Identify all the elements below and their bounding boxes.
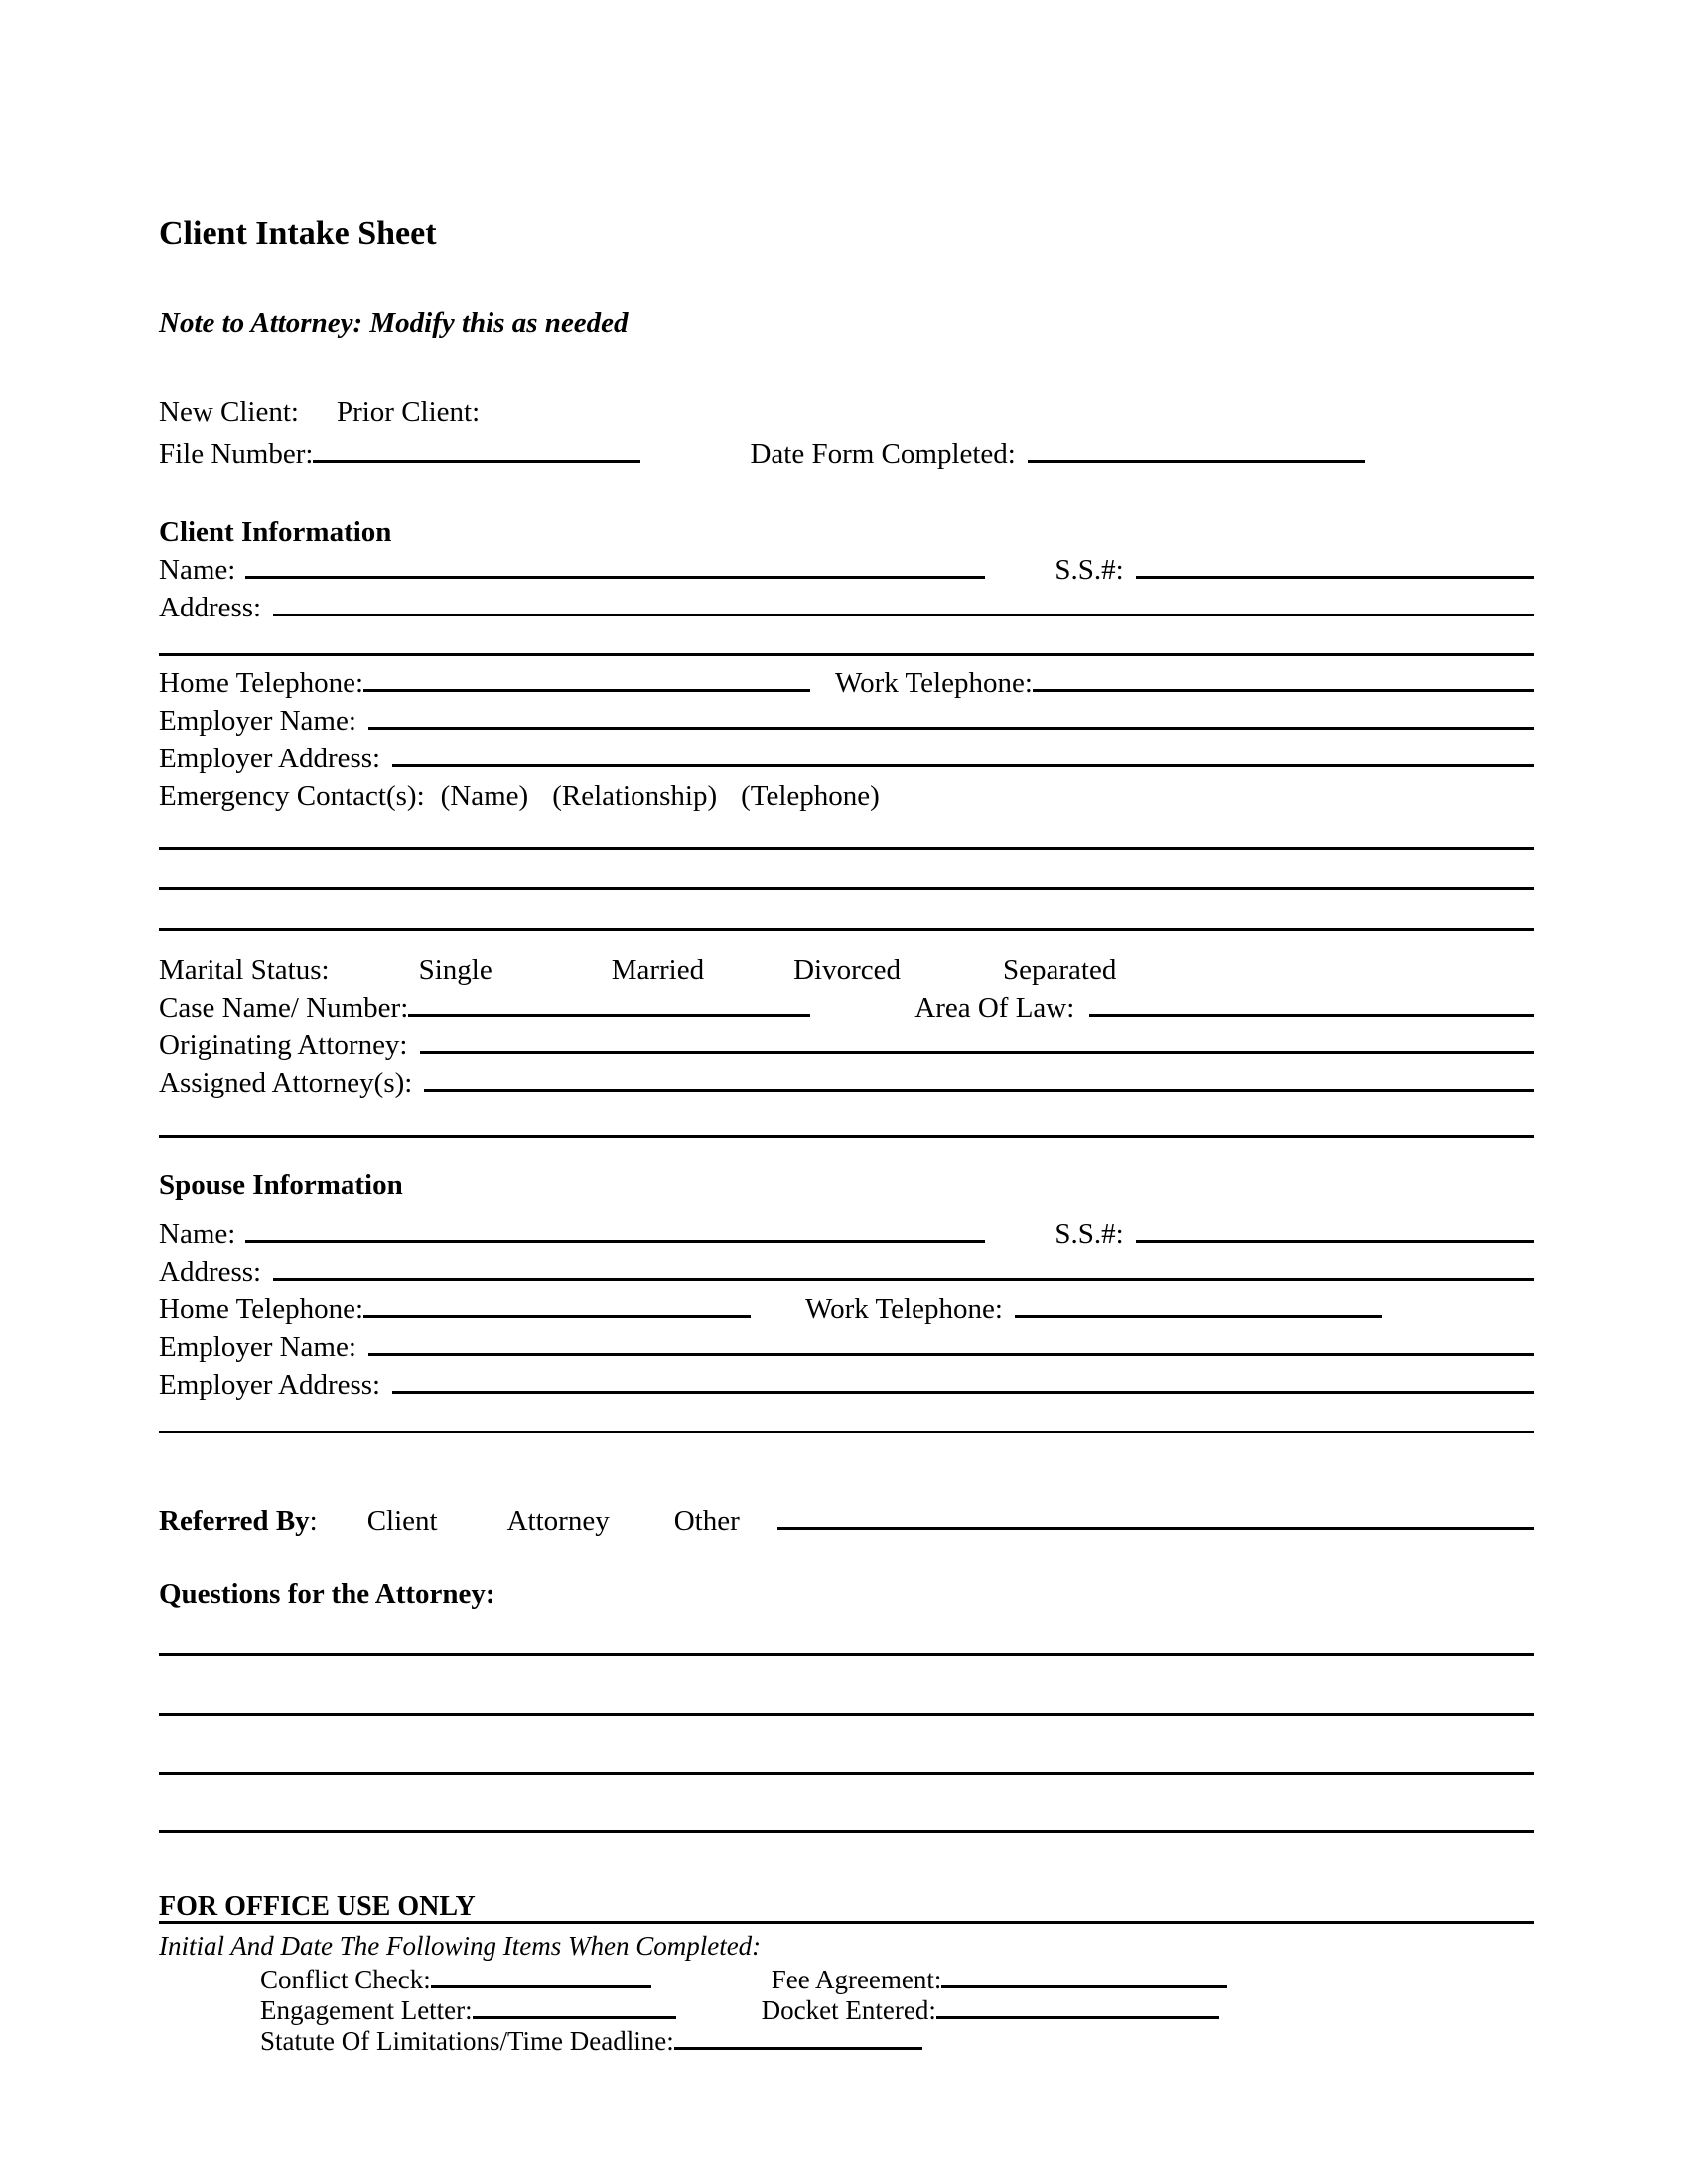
case-name-number-field-line [408,1013,810,1017]
spouse-address-row [159,1253,1534,1291]
emergency-contacts-line-3 [159,890,1534,931]
docket-entered-label: Docket Entered: [761,1995,936,2025]
client-ssn-field-line [1136,575,1534,579]
client-employer-name-label: Employer Name: [159,705,356,737]
spouse-ssn-field-line [1136,1239,1534,1243]
fee-agreement-field-line [941,1984,1227,1988]
date-form-completed-field-line [1028,459,1365,463]
office-use-subtitle: Initial And Date The Following Items When Completed: [159,1931,762,1961]
emergency-contacts-line-2 [159,850,1534,890]
spouse-name-row [159,1215,1534,1253]
file-number-field-line [313,459,640,463]
engagement-letter-label: Engagement Letter: [260,1995,473,2025]
emergency-relationship-label: (Relationship) [552,780,718,812]
emergency-name-label: (Name) [440,780,529,812]
spouse-home-telephone-field-line [363,1314,751,1318]
spouse-employer-address-field-line [392,1390,1534,1394]
client-employer-address-field-line [392,763,1534,767]
referred-other-field-line [777,1526,1534,1530]
referred-by-row [159,1502,1534,1540]
engagement-letter-field-line [473,2015,676,2019]
office-use-heading: FOR OFFICE USE ONLY [159,1893,1534,1924]
questions-line-3 [159,1716,1534,1775]
client-address-label: Address: [159,592,262,623]
client-work-telephone-field-line [1033,688,1534,692]
spouse-work-telephone-field-line [1015,1314,1382,1318]
client-phone-row [159,664,1534,702]
spouse-employer-address-row [159,1366,1534,1404]
referred-by-label: Referred By [159,1505,310,1537]
spouse-home-telephone-label: Home Telephone: [159,1294,364,1325]
client-information-heading: Client Information [159,516,392,548]
spouse-work-telephone-label: Work Telephone: [805,1294,1003,1325]
spouse-ssn-label: S.S.#: [1055,1218,1124,1250]
referred-option-attorney: Attorney [506,1505,610,1537]
statute-row [159,2026,1534,2057]
marital-option-single: Single [418,954,492,986]
case-name-number-label: Case Name/ Number: [159,992,409,1024]
spouse-employer-name-row [159,1328,1534,1366]
client-home-telephone-field-line [363,688,810,692]
spouse-address-label: Address: [159,1256,262,1288]
conflict-check-label: Conflict Check: [260,1965,431,1994]
client-employer-name-field-line [368,726,1534,730]
assigned-attorney-field-line [424,1088,1534,1092]
date-form-completed-label: Date Form Completed: [750,438,1016,470]
marital-option-divorced: Divorced [793,954,902,986]
new-client-label: New Client: [159,396,299,428]
conflict-check-row [159,1965,1534,1995]
marital-status-label: Marital Status: [159,954,330,986]
client-employer-name-row [159,702,1534,740]
file-number-row [159,435,1534,473]
emergency-contacts-row [159,777,1534,815]
client-address-row [159,589,1534,626]
spouse-information-heading: Spouse Information [159,1169,403,1201]
spouse-phone-row [159,1291,1534,1328]
questions-heading: Questions for the Attorney: [159,1578,495,1610]
client-work-telephone-label: Work Telephone: [835,667,1033,699]
client-type-row [159,393,1534,431]
originating-attorney-label: Originating Attorney: [159,1029,408,1061]
referred-option-client: Client [366,1505,438,1537]
client-employer-address-label: Employer Address: [159,743,381,774]
area-of-law-label: Area Of Law: [914,992,1075,1024]
client-employer-address-row [159,740,1534,777]
prior-client-label: Prior Client: [336,396,481,428]
spouse-name-label: Name: [159,1218,236,1250]
file-number-label: File Number: [159,438,314,470]
spouse-address-field-line [273,1277,1534,1281]
originating-attorney-field-line [420,1050,1535,1054]
emergency-contacts-label: Emergency Contact(s): [159,780,425,812]
emergency-contacts-line-1 [159,815,1534,850]
client-address-continuation-line [159,626,1534,656]
engagement-letter-row [159,1995,1534,2026]
emergency-telephone-label: (Telephone) [741,780,880,812]
docket-entered-field-line [936,2015,1219,2019]
assigned-attorney-row [159,1064,1534,1102]
spouse-employer-address-label: Employer Address: [159,1369,381,1401]
page-title: Client Intake Sheet [159,215,437,252]
spouse-name-field-line [245,1239,985,1243]
questions-line-1 [159,1613,1534,1656]
client-name-row [159,551,1534,589]
client-name-label: Name: [159,554,236,586]
statute-label: Statute Of Limitations/Time Deadline: [260,2026,674,2056]
area-of-law-field-line [1089,1013,1534,1017]
client-address-field-line [273,613,1534,616]
fee-agreement-label: Fee Agreement: [771,1965,942,1994]
spouse-employer-name-label: Employer Name: [159,1331,356,1363]
marital-option-separated: Separated [1003,954,1117,986]
client-name-field-line [245,575,985,579]
client-ssn-label: S.S.#: [1055,554,1124,586]
conflict-check-field-line [431,1984,651,1988]
case-name-row [159,989,1534,1026]
assigned-attorney-label: Assigned Attorney(s): [159,1067,413,1099]
questions-line-2 [159,1656,1534,1716]
case-section-extra-line [159,1102,1534,1138]
marital-option-married: Married [611,954,705,986]
attorney-note: Note to Attorney: Modify this as needed [159,307,629,339]
spouse-employer-name-field-line [368,1352,1534,1356]
client-home-telephone-label: Home Telephone: [159,667,364,699]
referred-by-colon: : [309,1505,318,1537]
spouse-section-extra-line [159,1404,1534,1433]
referred-option-other: Other [673,1505,740,1537]
marital-status-row [159,951,1534,989]
questions-line-4 [159,1775,1534,1833]
statute-field-line [674,2046,922,2050]
originating-attorney-row [159,1026,1534,1064]
